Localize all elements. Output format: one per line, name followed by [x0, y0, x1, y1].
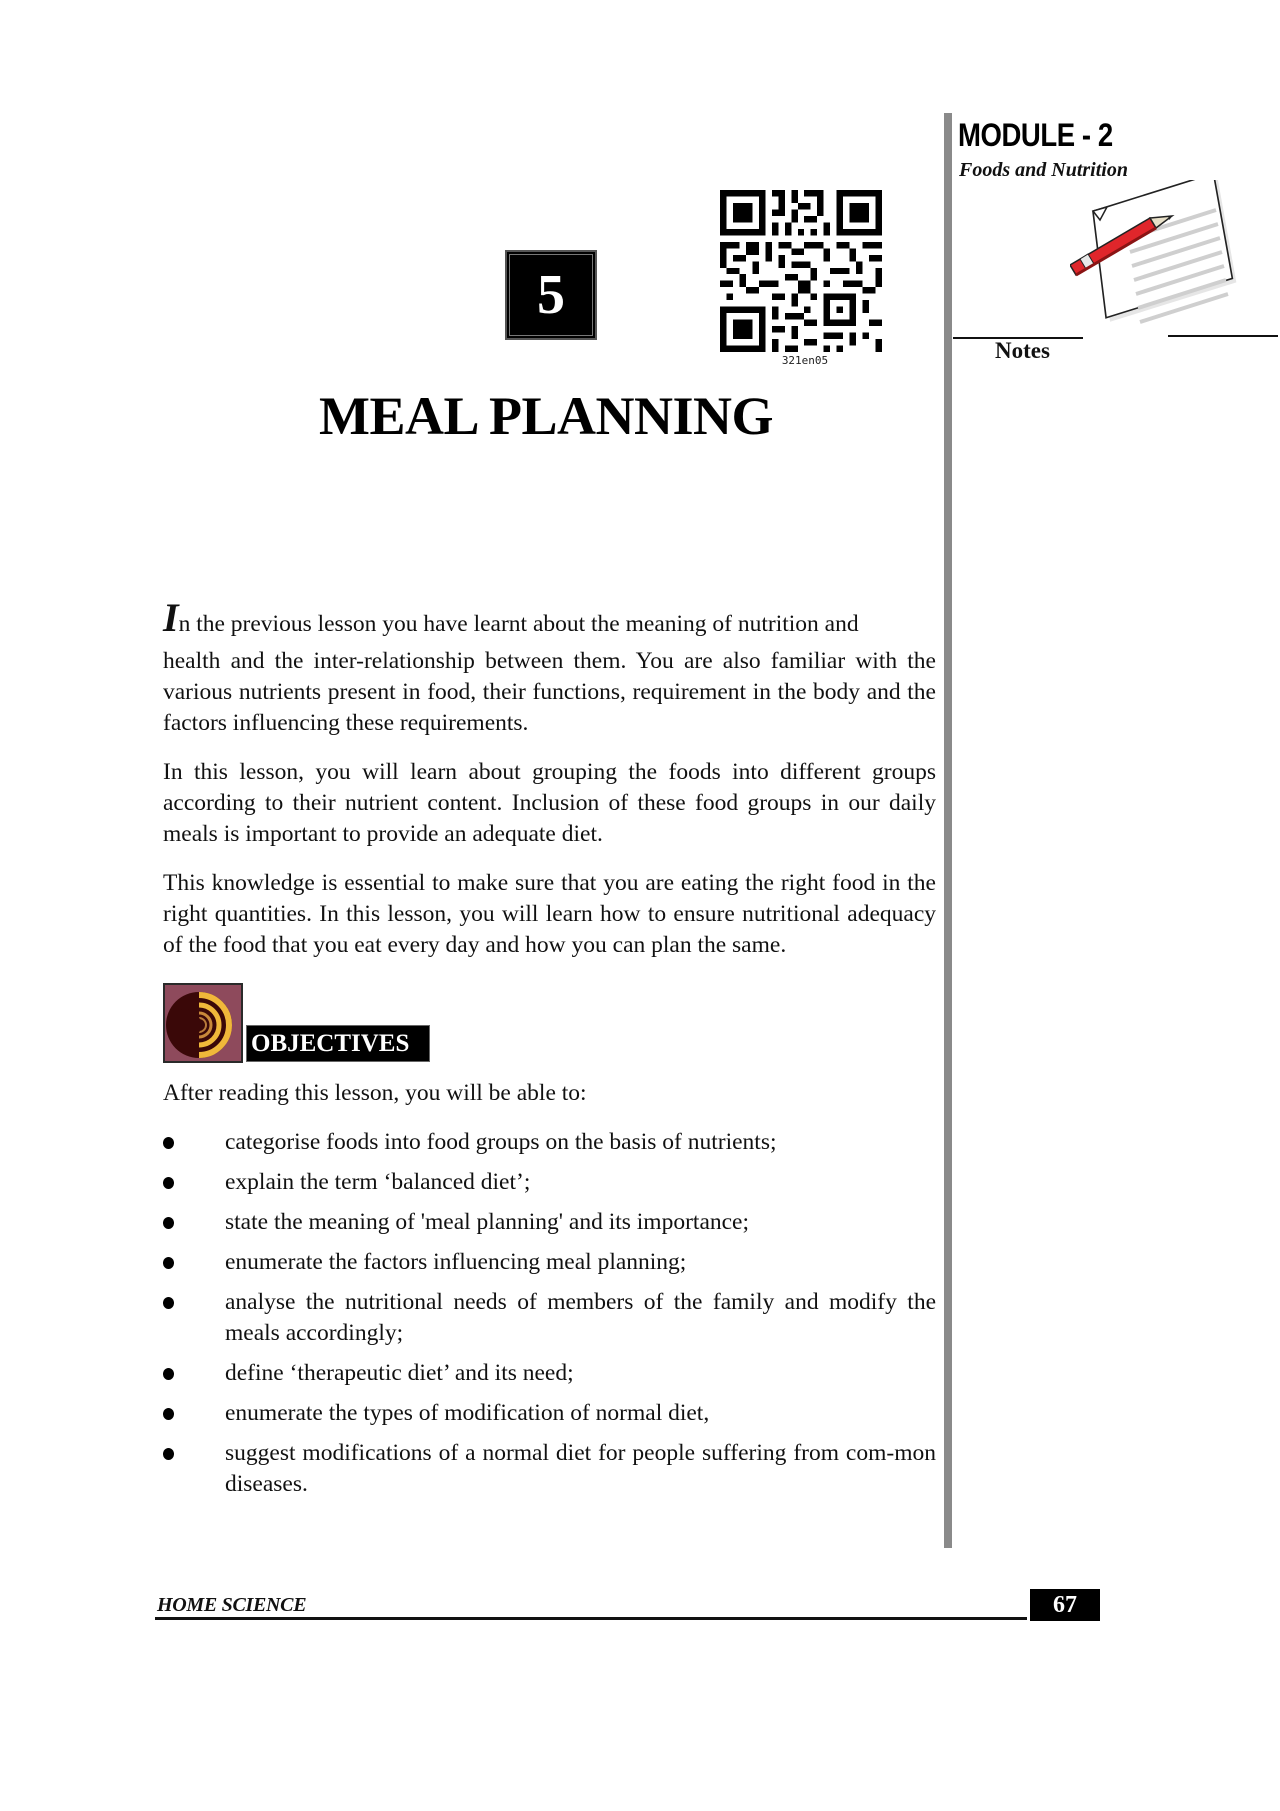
list-item: explain the term ‘balanced diet’; [163, 1167, 936, 1198]
bullet-icon [163, 1448, 174, 1460]
margin-divider-bar [944, 113, 952, 1548]
list-item: categorise foods into food groups on the basis of nutrients; [163, 1127, 936, 1158]
objectives-heading: OBJECTIVES [246, 1025, 430, 1062]
intro-paragraph-2: In this lesson, you will learn about grouping the foods into different groups according to their nutrient content. Inclusion of these food groups in our daily meals is important to provide an adequate diet. [163, 759, 936, 847]
footer-rule [155, 1617, 1027, 1620]
qr-code-label: 321en05 [781, 354, 829, 367]
bullet-icon [163, 1217, 174, 1229]
bullet-icon [163, 1177, 174, 1189]
intro-paragraph-1-rest: health and the inter-relationship between them. You are also familiar with the various nutrients present in food, their functions, requirement in the body and the factors influencing these requirements. [163, 648, 936, 736]
list-item: state the meaning of 'meal planning' and its importance; [163, 1207, 936, 1238]
chapter-number: 5 [537, 264, 565, 326]
chapter-title: MEAL PLANNING [318, 386, 774, 446]
bullet-icon [163, 1257, 174, 1269]
page-number: 67 [1053, 1591, 1077, 1618]
target-icon [163, 983, 243, 1063]
notes-rule-right [1168, 335, 1278, 337]
module-subject: Foods and Nutrition [959, 159, 1128, 181]
list-item: define ‘therapeutic diet’ and its need; [163, 1358, 936, 1389]
bullet-icon [163, 1368, 174, 1380]
chapter-number-box [505, 250, 597, 340]
page-number-box [1030, 1589, 1100, 1621]
module-title: MODULE - 2 [958, 117, 1113, 153]
bullet-icon [163, 1297, 174, 1309]
qr-code-icon[interactable] [720, 190, 882, 352]
list-item: enumerate the factors influencing meal planning; [163, 1247, 936, 1278]
bullet-icon [163, 1408, 174, 1420]
bullet-icon [163, 1137, 174, 1149]
list-item: suggest modifications of a normal diet for people suffering from com-mon diseases. [163, 1438, 936, 1500]
list-item: enumerate the types of modification of normal diet, [163, 1398, 936, 1429]
drop-cap: I [163, 595, 179, 640]
intro-paragraph-3: This knowledge is essential to make sure that you are eating the right food in the right quantities. In this lesson, you will learn how to ensure nutritional adequacy of the food that you eat every day and how you can plan the same. [163, 870, 936, 958]
list-item: analyse the nutritional needs of members of the family and modify the meals accordingly; [163, 1287, 936, 1349]
intro-paragraph-1 [163, 595, 936, 739]
pencil-paper-icon [1070, 180, 1250, 360]
objectives-list [163, 1127, 936, 1509]
objectives-intro: After reading this lesson, you will be able to: [163, 1080, 587, 1106]
notes-label: Notes [995, 338, 1050, 363]
intro-first-line: n the previous lesson you have learnt about the meaning of nutrition and [178, 611, 859, 637]
footer-book-title: HOME SCIENCE [157, 1594, 307, 1616]
